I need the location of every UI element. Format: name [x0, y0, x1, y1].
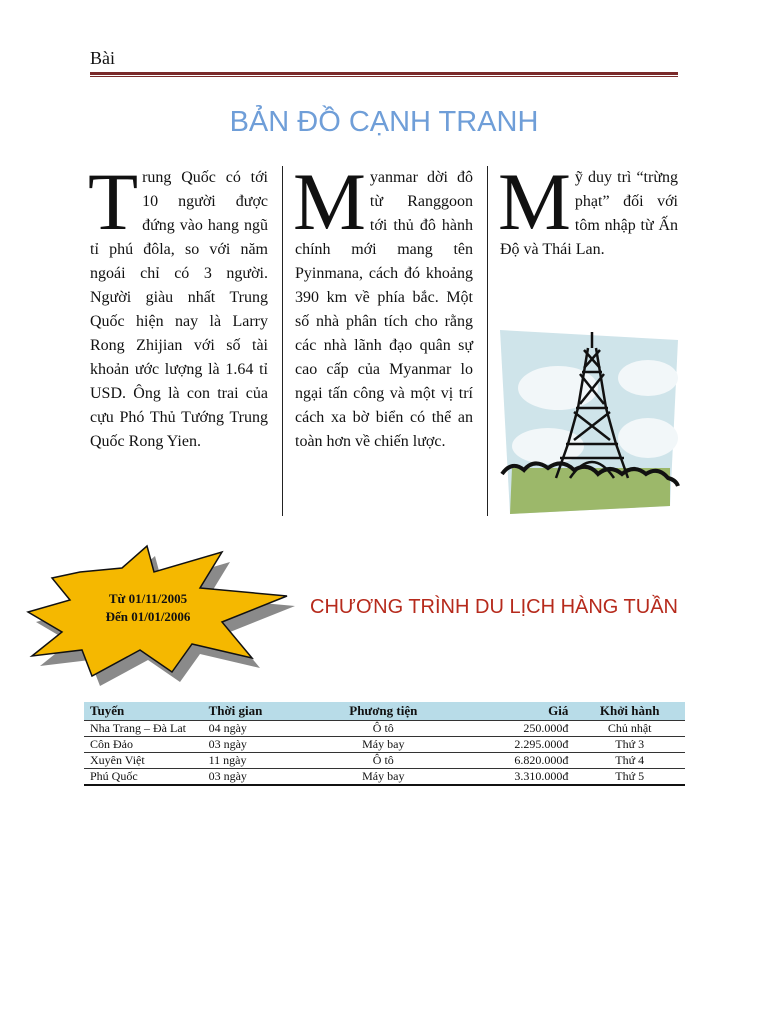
table-row	[84, 753, 685, 769]
header-label: Bài	[90, 48, 115, 68]
cell-transport: Ô tô	[303, 721, 463, 737]
cell-duration: 11 ngày	[203, 753, 304, 769]
cell-route: Côn Đảo	[84, 737, 203, 753]
cell-transport: Máy bay	[303, 737, 463, 753]
cell-route: Phú Quốc	[84, 769, 203, 786]
cell-route: Xuyên Việt	[84, 753, 203, 769]
tour-table	[84, 702, 685, 786]
cell-route: Nha Trang – Đà Lat	[84, 721, 203, 737]
cell-transport: Ô tô	[303, 753, 463, 769]
date-from: Từ 01/11/2005	[108, 591, 188, 606]
page-title: BẢN ĐỒ CẠNH TRANH	[229, 106, 539, 138]
column-divider	[487, 166, 488, 516]
date-range	[90, 590, 206, 626]
table-row	[84, 769, 685, 786]
column-header: Tuyến	[84, 702, 203, 721]
column-header: Thời gian	[203, 702, 304, 721]
cell-duration: 03 ngày	[203, 769, 304, 786]
article-text: ỹ duy trì “trừng phạt” đối với tôm nhập từ Ấn Độ và Thái Lan.	[500, 169, 678, 258]
article-column-1	[88, 156, 268, 454]
cell-duration: 04 ngày	[203, 721, 304, 737]
cell-departure: Thứ 3	[574, 737, 685, 753]
cell-duration: 03 ngày	[203, 737, 304, 753]
cell-transport: Máy bay	[303, 769, 463, 786]
header-rule-thin	[90, 76, 678, 77]
article-column-3	[498, 156, 678, 262]
cell-price: 3.310.000đ	[463, 769, 574, 786]
header-rule	[90, 72, 678, 75]
drop-cap: M	[498, 156, 571, 247]
column-header: Phương tiện	[303, 702, 463, 721]
column-header: Giá	[463, 702, 574, 721]
article-column-2	[293, 156, 473, 454]
cell-departure: Thứ 4	[574, 753, 685, 769]
drop-cap: T	[88, 156, 139, 247]
table-row	[84, 737, 685, 753]
program-title: CHƯƠNG TRÌNH DU LỊCH HÀNG TUẦN	[310, 596, 678, 618]
cell-departure: Thứ 5	[574, 769, 685, 786]
column-header: Khởi hành	[574, 702, 685, 721]
date-to: Đến 01/01/2006	[105, 609, 191, 624]
cell-price: 2.295.000đ	[463, 737, 574, 753]
drop-cap: M	[293, 156, 366, 247]
table-row	[84, 721, 685, 737]
article-text: yanmar dời đô từ Ranggoon tới thủ đô hành chính mới mang tên Pyinmana, cách đó khoảng 390 km về phía bắc. Một số nhà phân tích cho rằng các nhà lãnh đạo quân sự cao cấp của Myanmar lo ngại tấn công và một vị trí cách xa bờ biển có thể an toàn hơn về chiến lược.	[295, 169, 473, 450]
column-divider	[282, 166, 283, 516]
table-header-row	[84, 702, 685, 721]
eiffel-tower-icon	[498, 328, 682, 518]
cell-departure: Chủ nhật	[574, 721, 685, 737]
cell-price: 6.820.000đ	[463, 753, 574, 769]
cell-price: 250.000đ	[463, 721, 574, 737]
article-text: rung Quốc có tới 10 người được đứng vào hang ngũ tỉ phú đôla, so với năm ngoái chỉ có 3 người. Người giàu nhất Trung Quốc hiện nay là Larry Rong Zhijian với số tài khoản ước lượng là 1.64 tỉ USD. Ông là con trai của cựu Phó Thủ Tướng Trung Quốc Rong Yien.	[90, 169, 268, 450]
